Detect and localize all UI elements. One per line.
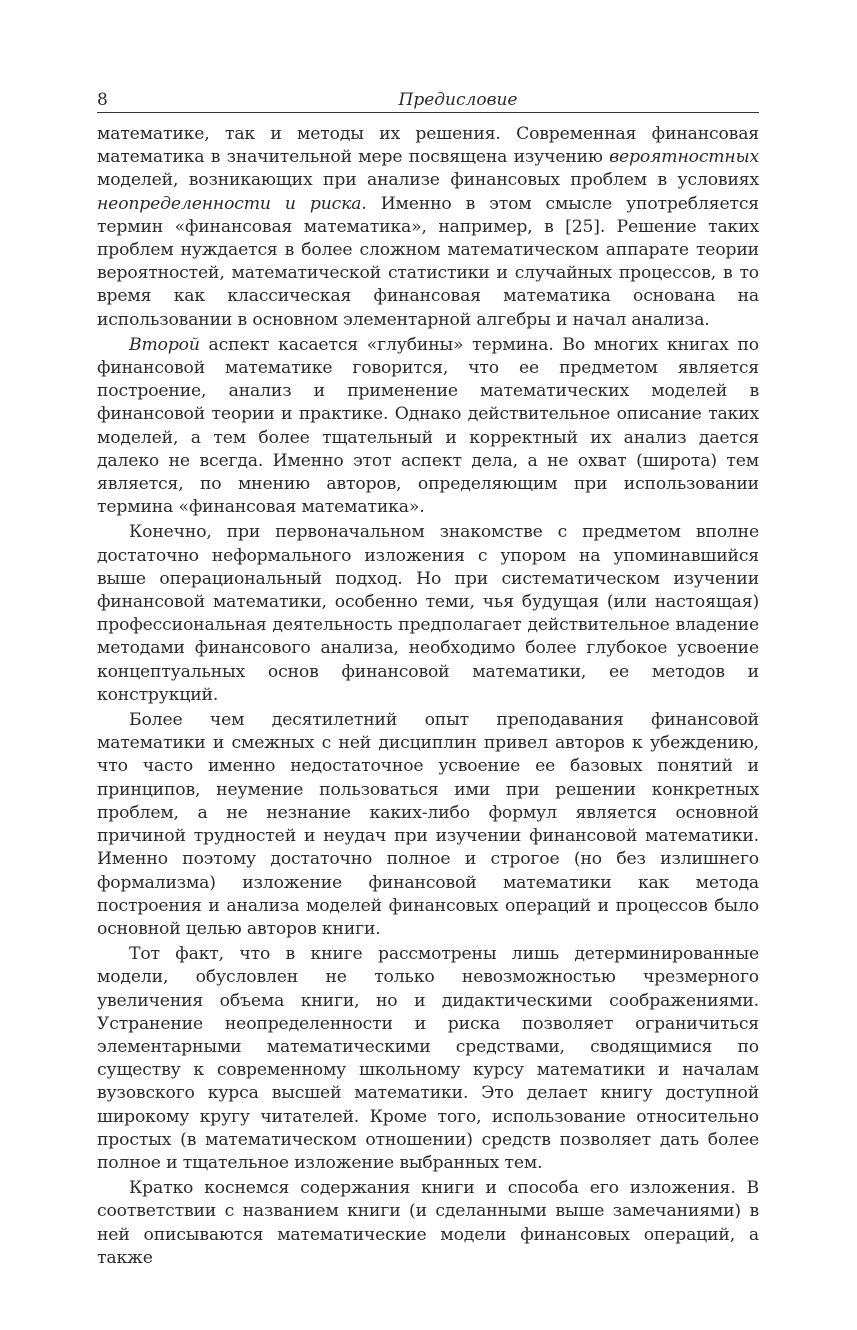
body-text: [97, 123, 759, 1270]
running-title: Предисловие: [398, 90, 518, 110]
page-number: 8: [97, 90, 108, 110]
paragraph-5: Тот факт, что в книге рассмотрены лишь детерминированные модели, обусловлен не только невозможностью чрезмерного увеличения объема книги, но и дидактическими соображениями. Устранение неопределенности и риска позволяет ограничиться элементарными математическими средствами, сводящимися по существу к современному школьному курсу математики и началам вузовского курса высшей математики. Это делает книгу доступной широкому кругу читателей. Кроме того, использование относительно простых (в математическом отношении) средств позволяет дать более полное и тщательное изложение выбранных тем.: [97, 944, 759, 1173]
paragraph-6: Кратко коснемся содержания книги и способа его изложения. В соответствии с названием книги (и сделанными выше замечаниями) в ней описываются математические модели финансовых операций, а также: [97, 1178, 759, 1268]
paragraph-1: математике, так и методы их решения. Современная финансовая математика в значительной мере посвящена изучению вероятностных моделей, возникающих при анализе финансовых проблем в условиях неопределенности и риска. Именно в этом смысле употребляется термин «финансовая математика», например, в [25]. Решение таких проблем нуждается в более сложном математическом аппарате теории вероятностей, математической статистики и случайных процессов, в то время как классическая финансовая математика основана на использовании в основном элементарной алгебры и начал анализа.: [97, 124, 759, 330]
paragraph-4: Более чем десятилетний опыт преподавания финансовой математики и смежных с ней дисциплин привел авторов к убеждению, что часто именно недостаточное усвоение ее базовых понятий и принципов, неумение пользоваться ими при решении конкретных проблем, а не незнание каких-либо формул является основной причиной трудностей и неудач при изучении финансовой математики. Именно поэтому достаточно полное и строгое (но без излишнего формализма) изложение финансовой математики как метода построения и анализа моделей финансовых операций и процессов было основной целью авторов книги.: [97, 710, 759, 939]
page-header: [97, 88, 759, 113]
paragraph-2: Второй аспект касается «глубины» термина. Во многих книгах по финансовой математике говорится, что ее предметом является построение, анализ и применение математических моделей в финансовой теории и практике. Однако действительное описание таких моделей, а тем более тщательный и корректный их анализ дается далеко не всегда. Именно этот аспект дела, а не охват (широта) тем является, по мнению авторов, определяющим при использовании термина «финансовая математика».: [97, 334, 759, 518]
emphasis-second: Второй: [129, 334, 200, 355]
emphasis-uncertainty-risk: неопределенности и риска: [97, 193, 362, 214]
book-page: [97, 88, 759, 1270]
emphasis-probabilistic: вероятностных: [609, 147, 759, 168]
paragraph-3: Конечно, при первоначальном знакомстве с предметом вполне достаточно неформального изложения с упором на упоминавшийся выше операциональный подход. Но при систематическом изучении финансовой математики, особенно теми, чья будущая (или настоящая) профессиональная деятельность предполагает действительное владение методами финансового анализа, необходимо более глубокое усвоение концептуальных основ финансовой математики, ее методов и конструкций.: [97, 522, 759, 705]
